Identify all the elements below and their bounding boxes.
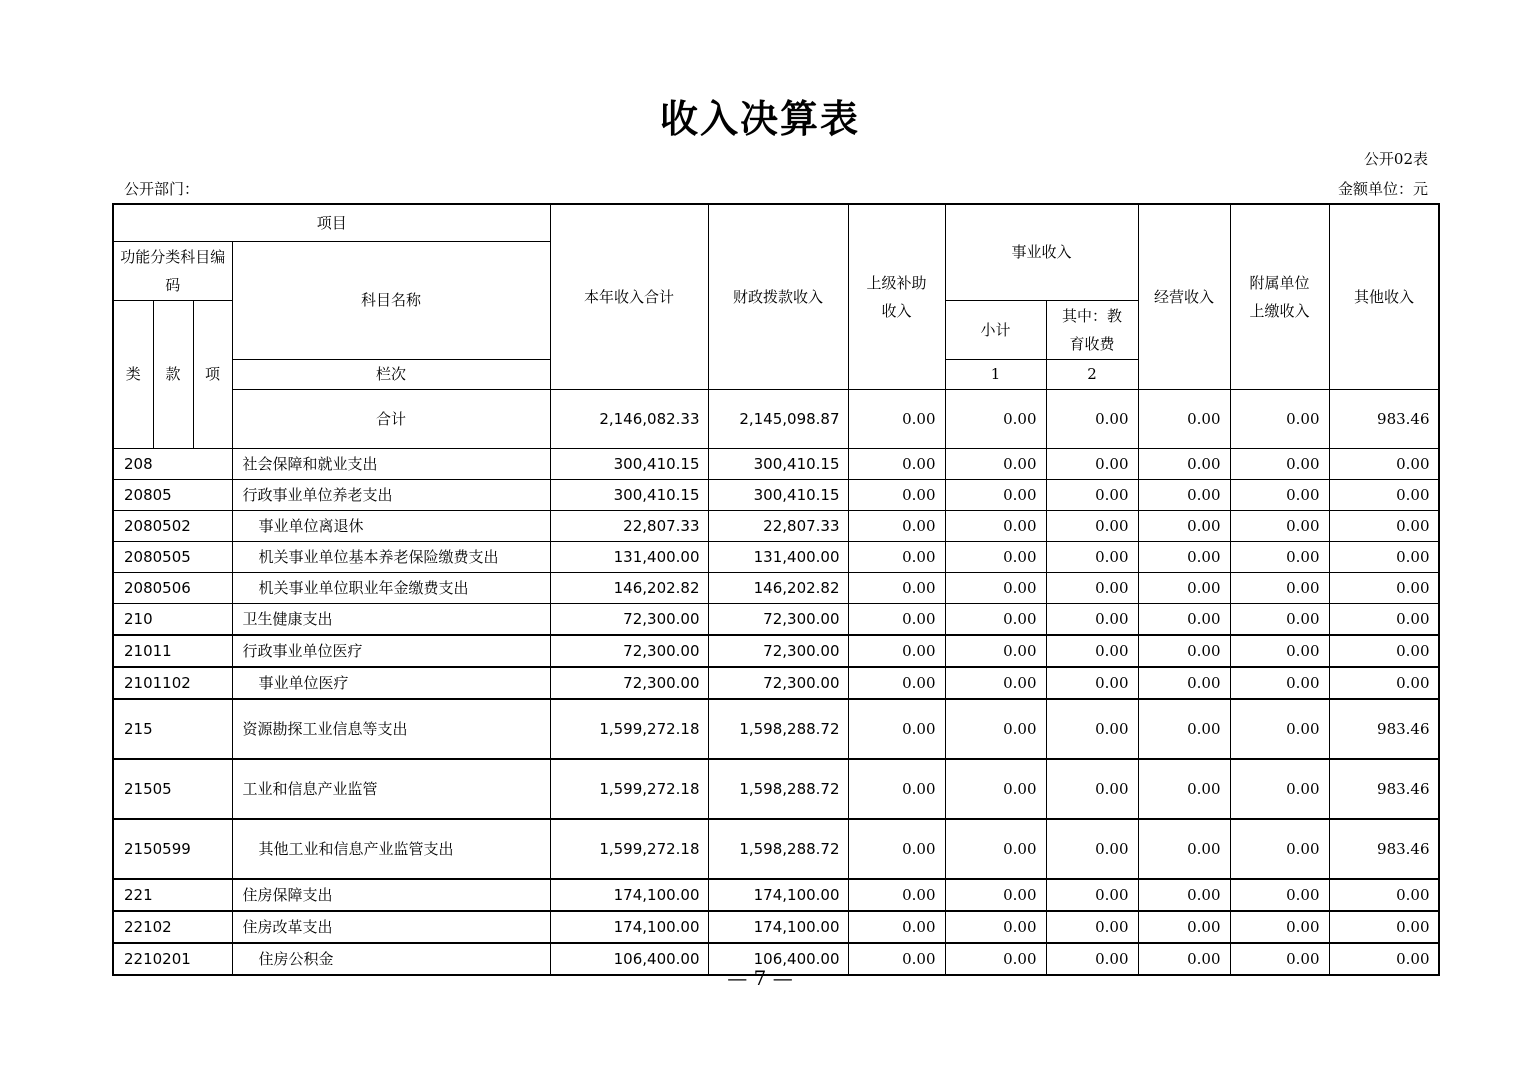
row-education-value: 0.00 [1046, 911, 1138, 943]
header-other: 其他收入 [1329, 204, 1439, 389]
total-row [113, 389, 1439, 448]
row-subject-name: 机关事业单位基本养老保险缴费支出 [232, 541, 550, 572]
row-subtotal-value: 0.00 [945, 943, 1046, 975]
row-code: 2080506 [113, 572, 232, 603]
row-fiscal-value: 174,100.00 [708, 911, 848, 943]
row-education-value: 0.00 [1046, 699, 1138, 759]
row-affiliated-value: 0.00 [1230, 479, 1329, 510]
row-other-value: 0.00 [1329, 572, 1439, 603]
table-row [113, 667, 1439, 699]
row-code: 20805 [113, 479, 232, 510]
row-subject-name: 事业单位医疗 [232, 667, 550, 699]
row-code: 221 [113, 879, 232, 911]
row-affiliated-value: 0.00 [1230, 943, 1329, 975]
row-affiliated-value: 0.00 [1230, 819, 1329, 879]
row-affiliated-value: 0.00 [1230, 667, 1329, 699]
row-operating-value: 0.00 [1138, 911, 1230, 943]
row-code: 2080505 [113, 541, 232, 572]
row-other-value: 0.00 [1329, 510, 1439, 541]
row-superior-value: 0.00 [848, 541, 945, 572]
row-fiscal-value: 1,598,288.72 [708, 819, 848, 879]
row-fiscal-value: 174,100.00 [708, 879, 848, 911]
row-total-value: 174,100.00 [550, 911, 708, 943]
row-subject-name: 住房公积金 [232, 943, 550, 975]
row-affiliated-value: 0.00 [1230, 541, 1329, 572]
row-education-value: 0.00 [1046, 667, 1138, 699]
row-subtotal-value: 0.00 [945, 911, 1046, 943]
row-subtotal-value: 0.00 [945, 667, 1046, 699]
col-no-2: 2 [1046, 359, 1138, 389]
row-operating-value: 0.00 [1138, 448, 1230, 479]
total-income-value: 2,146,082.33 [550, 389, 708, 448]
row-superior-value: 0.00 [848, 572, 945, 603]
row-code: 2080502 [113, 510, 232, 541]
header-operating: 经营收入 [1138, 204, 1230, 389]
header-lanci: 栏次 [232, 359, 550, 389]
header-xiang: 项 [193, 300, 232, 448]
row-affiliated-value: 0.00 [1230, 448, 1329, 479]
row-subtotal-value: 0.00 [945, 635, 1046, 667]
row-operating-value: 0.00 [1138, 635, 1230, 667]
header-lei: 类 [113, 300, 153, 448]
row-fiscal-value: 300,410.15 [708, 479, 848, 510]
row-other-value: 0.00 [1329, 603, 1439, 635]
total-other-value: 983.46 [1329, 389, 1439, 448]
row-fiscal-value: 106,400.00 [708, 943, 848, 975]
row-fiscal-value: 1,598,288.72 [708, 699, 848, 759]
row-subject-name: 住房保障支出 [232, 879, 550, 911]
row-education-value: 0.00 [1046, 572, 1138, 603]
row-code: 21505 [113, 759, 232, 819]
row-total-value: 106,400.00 [550, 943, 708, 975]
row-total-value: 72,300.00 [550, 667, 708, 699]
row-affiliated-value: 0.00 [1230, 879, 1329, 911]
row-other-value: 0.00 [1329, 635, 1439, 667]
header-education: 其中：教育收费 [1046, 300, 1138, 359]
row-subject-name: 资源勘探工业信息等支出 [232, 699, 550, 759]
income-table [112, 203, 1440, 976]
row-subject-name: 行政事业单位养老支出 [232, 479, 550, 510]
row-subtotal-value: 0.00 [945, 479, 1046, 510]
row-total-value: 131,400.00 [550, 541, 708, 572]
row-affiliated-value: 0.00 [1230, 572, 1329, 603]
row-total-value: 1,599,272.18 [550, 759, 708, 819]
row-superior-value: 0.00 [848, 943, 945, 975]
row-education-value: 0.00 [1046, 943, 1138, 975]
col-no-1: 1 [945, 359, 1046, 389]
row-education-value: 0.00 [1046, 510, 1138, 541]
row-fiscal-value: 72,300.00 [708, 635, 848, 667]
row-code: 208 [113, 448, 232, 479]
page-number: — 7 — [727, 966, 793, 990]
row-subtotal-value: 0.00 [945, 541, 1046, 572]
total-superior-value: 0.00 [848, 389, 945, 448]
row-total-value: 1,599,272.18 [550, 699, 708, 759]
row-affiliated-value: 0.00 [1230, 603, 1329, 635]
row-other-value: 0.00 [1329, 911, 1439, 943]
form-number: 公开02表 [1363, 150, 1428, 168]
row-operating-value: 0.00 [1138, 879, 1230, 911]
table-row [113, 510, 1439, 541]
row-fiscal-value: 72,300.00 [708, 603, 848, 635]
row-total-value: 1,599,272.18 [550, 819, 708, 879]
row-superior-value: 0.00 [848, 448, 945, 479]
row-education-value: 0.00 [1046, 759, 1138, 819]
header-superior: 上级补助收入 [848, 204, 945, 389]
row-other-value: 0.00 [1329, 541, 1439, 572]
row-total-value: 300,410.15 [550, 479, 708, 510]
row-code: 2210201 [113, 943, 232, 975]
row-operating-value: 0.00 [1138, 510, 1230, 541]
row-superior-value: 0.00 [848, 911, 945, 943]
row-operating-value: 0.00 [1138, 572, 1230, 603]
row-subtotal-value: 0.00 [945, 879, 1046, 911]
row-fiscal-value: 72,300.00 [708, 667, 848, 699]
row-operating-value: 0.00 [1138, 667, 1230, 699]
row-superior-value: 0.00 [848, 479, 945, 510]
row-superior-value: 0.00 [848, 699, 945, 759]
header-business: 事业收入 [945, 204, 1138, 300]
row-subject-name: 其他工业和信息产业监管支出 [232, 819, 550, 879]
row-other-value: 0.00 [1329, 943, 1439, 975]
table-row [113, 572, 1439, 603]
row-subject-name: 住房改革支出 [232, 911, 550, 943]
row-subject-name: 行政事业单位医疗 [232, 635, 550, 667]
total-affiliated-value: 0.00 [1230, 389, 1329, 448]
row-education-value: 0.00 [1046, 603, 1138, 635]
row-code: 22102 [113, 911, 232, 943]
row-fiscal-value: 131,400.00 [708, 541, 848, 572]
header-kuan: 款 [153, 300, 193, 448]
row-operating-value: 0.00 [1138, 943, 1230, 975]
row-subtotal-value: 0.00 [945, 819, 1046, 879]
row-operating-value: 0.00 [1138, 819, 1230, 879]
table-row [113, 541, 1439, 572]
table-row [113, 479, 1439, 510]
header-func-code: 功能分类科目编码 [113, 241, 232, 300]
row-other-value: 0.00 [1329, 879, 1439, 911]
unit-label: 金额单位：元 [1337, 180, 1428, 198]
header-item: 项目 [113, 204, 550, 241]
row-code: 215 [113, 699, 232, 759]
row-education-value: 0.00 [1046, 879, 1138, 911]
table-row [113, 879, 1439, 911]
row-subject-name: 社会保障和就业支出 [232, 448, 550, 479]
row-total-value: 174,100.00 [550, 879, 708, 911]
row-education-value: 0.00 [1046, 635, 1138, 667]
row-subtotal-value: 0.00 [945, 572, 1046, 603]
row-superior-value: 0.00 [848, 603, 945, 635]
row-total-value: 22,807.33 [550, 510, 708, 541]
row-other-value: 983.46 [1329, 759, 1439, 819]
row-total-value: 146,202.82 [550, 572, 708, 603]
row-superior-value: 0.00 [848, 879, 945, 911]
row-affiliated-value: 0.00 [1230, 699, 1329, 759]
row-subtotal-value: 0.00 [945, 448, 1046, 479]
row-code: 21011 [113, 635, 232, 667]
row-superior-value: 0.00 [848, 635, 945, 667]
table-row [113, 635, 1439, 667]
total-operating-value: 0.00 [1138, 389, 1230, 448]
row-other-value: 0.00 [1329, 448, 1439, 479]
row-operating-value: 0.00 [1138, 759, 1230, 819]
row-other-value: 0.00 [1329, 667, 1439, 699]
row-affiliated-value: 0.00 [1230, 510, 1329, 541]
row-subtotal-value: 0.00 [945, 510, 1046, 541]
row-subject-name: 卫生健康支出 [232, 603, 550, 635]
total-education-value: 0.00 [1046, 389, 1138, 448]
row-education-value: 0.00 [1046, 479, 1138, 510]
row-other-value: 0.00 [1329, 479, 1439, 510]
row-subtotal-value: 0.00 [945, 699, 1046, 759]
row-code: 210 [113, 603, 232, 635]
header-affiliated: 附属单位上缴收入 [1230, 204, 1329, 389]
row-code: 2150599 [113, 819, 232, 879]
row-subtotal-value: 0.00 [945, 603, 1046, 635]
total-name: 合计 [232, 389, 550, 448]
row-education-value: 0.00 [1046, 541, 1138, 572]
page-title: 收入决算表 [659, 96, 860, 141]
row-subject-name: 事业单位离退休 [232, 510, 550, 541]
row-fiscal-value: 22,807.33 [708, 510, 848, 541]
row-fiscal-value: 300,410.15 [708, 448, 848, 479]
row-operating-value: 0.00 [1138, 603, 1230, 635]
total-fiscal-value: 2,145,098.87 [708, 389, 848, 448]
row-subtotal-value: 0.00 [945, 759, 1046, 819]
row-superior-value: 0.00 [848, 667, 945, 699]
row-operating-value: 0.00 [1138, 541, 1230, 572]
row-subject-name: 机关事业单位职业年金缴费支出 [232, 572, 550, 603]
row-education-value: 0.00 [1046, 819, 1138, 879]
header-subject-name: 科目名称 [232, 241, 550, 359]
table-row [113, 448, 1439, 479]
row-education-value: 0.00 [1046, 448, 1138, 479]
total-subtotal-value: 0.00 [945, 389, 1046, 448]
row-affiliated-value: 0.00 [1230, 759, 1329, 819]
table-row [113, 819, 1439, 879]
row-affiliated-value: 0.00 [1230, 911, 1329, 943]
table-row [113, 911, 1439, 943]
row-superior-value: 0.00 [848, 759, 945, 819]
row-code: 2101102 [113, 667, 232, 699]
table-row [113, 699, 1439, 759]
department-label: 公开部门： [124, 180, 200, 198]
row-superior-value: 0.00 [848, 510, 945, 541]
row-other-value: 983.46 [1329, 699, 1439, 759]
header-total-income: 本年收入合计 [550, 204, 708, 389]
row-affiliated-value: 0.00 [1230, 635, 1329, 667]
table-row [113, 603, 1439, 635]
row-other-value: 983.46 [1329, 819, 1439, 879]
header-fiscal: 财政拨款收入 [708, 204, 848, 389]
row-total-value: 72,300.00 [550, 635, 708, 667]
row-operating-value: 0.00 [1138, 699, 1230, 759]
row-fiscal-value: 1,598,288.72 [708, 759, 848, 819]
row-total-value: 72,300.00 [550, 603, 708, 635]
row-operating-value: 0.00 [1138, 479, 1230, 510]
header-subtotal: 小计 [945, 300, 1046, 359]
row-superior-value: 0.00 [848, 819, 945, 879]
row-subject-name: 工业和信息产业监管 [232, 759, 550, 819]
row-fiscal-value: 146,202.82 [708, 572, 848, 603]
table-row [113, 759, 1439, 819]
row-total-value: 300,410.15 [550, 448, 708, 479]
